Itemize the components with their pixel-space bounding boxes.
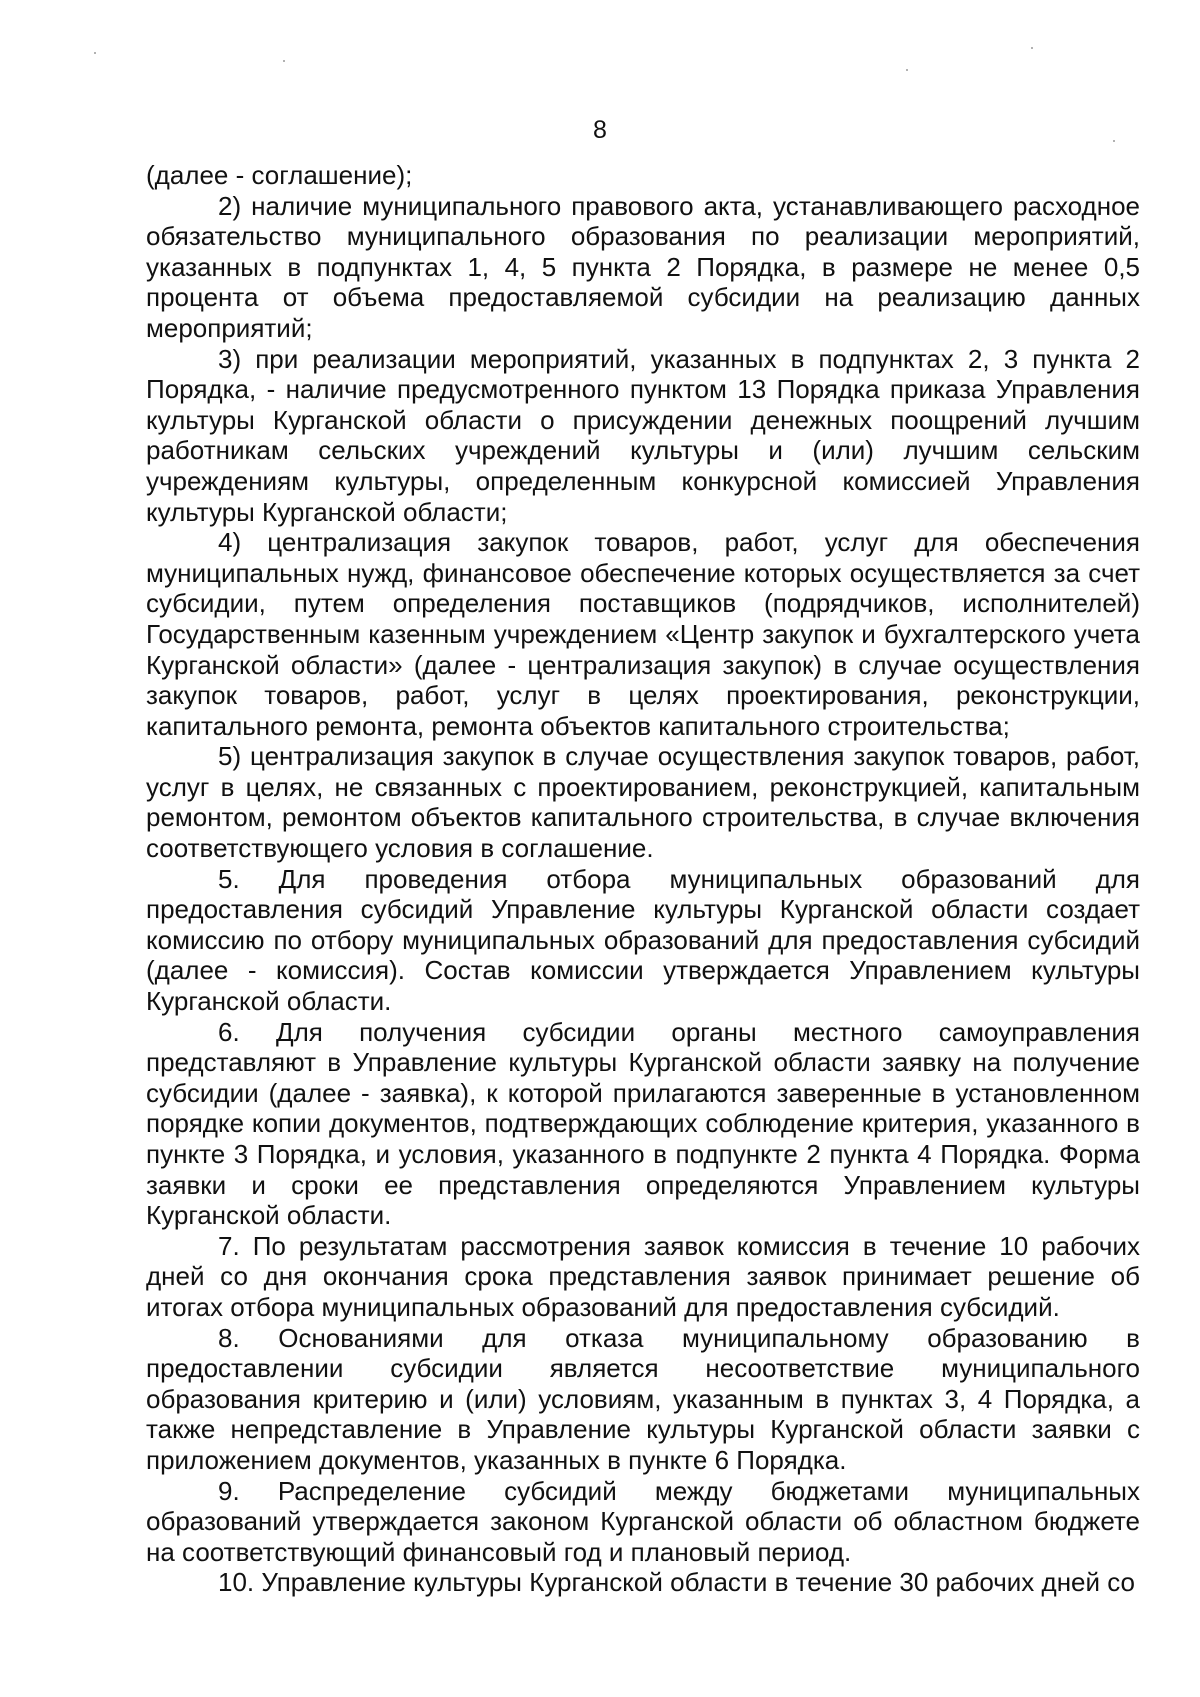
page-number: 8	[593, 116, 607, 144]
paragraph: 5. Для проведения отбора муниципальных образований для предоставления субсидий Управление культуры Курганской области создает комиссию по отбору муниципальных образований для предоставления субсидий (далее - комиссия). Состав комиссии утверждается Управлением культуры Курганской области.	[146, 863, 1140, 1017]
scan-speck	[906, 69, 908, 71]
scan-speck	[283, 60, 285, 62]
paragraph: 7. По результатам рассмотрения заявок комиссия в течение 10 рабочих дней со дня окончания срока представления заявок принимает решение об итогах отбора муниципальных образований для предоставления субсидий.	[146, 1230, 1140, 1322]
paragraph: 6. Для получения субсидии органы местного самоуправления представляют в Управление культуры Курганской области заявку на получение субсидии (далее - заявка), к которой прилагаются заверенные в установленном порядке копии документов, подтверждающих соблюдение критерия, указанного в пункте 3 Порядка, и условия, указанного в подпункте 2 пункта 4 Порядка. Форма заявки и сроки ее представления определяются Управлением культуры Курганской области.	[146, 1016, 1140, 1231]
paragraph: 2) наличие муниципального правового акта, устанавливающего расходное обязательство муниципального образования по реализации мероприятий, указанных в подпунктах 1, 4, 5 пункта 2 Порядка, в размере не менее 0,5 процента от объема предоставляемой субсидии на реализацию данных мероприятий;	[146, 190, 1140, 343]
paragraph: 5) централизация закупок в случае осуществления закупок товаров, работ, услуг в целях, не связанных с проектированием, реконструкцией, капитальным ремонтом, ремонтом объектов капитального строительства, в случае включения соответствующего условия в соглашение.	[146, 741, 1140, 864]
scan-speck	[94, 52, 96, 54]
scan-speck	[1031, 47, 1033, 49]
paragraph: 8. Основаниями для отказа муниципальному образованию в предоставлении субсидии является несоответствие муниципального образования критерию и (или) условиям, указанным в пунктах 3, 4 Порядка, а также непредставление в Управление культуры Курганской области заявки с приложением документов, указанных в пункте 6 Порядка.	[146, 1322, 1140, 1475]
paragraph: 3) при реализации мероприятий, указанных в подпунктах 2, 3 пункта 2 Порядка, - наличие предусмотренного пунктом 13 Порядка приказа Управления культуры Курганской области о присуждении денежных поощрений лучшим работникам сельских учреждений культуры и (или) лучшим сельским учреждениям культуры, определенным конкурсной комиссией Управления культуры Курганской области;	[146, 343, 1140, 527]
paragraph: 10. Управление культуры Курганской области в течение 30 рабочих дней со	[218, 1567, 1136, 1598]
paragraph: 9. Распределение субсидий между бюджетами муниципальных образований утверждается законом Курганской области об областном бюджете на соответствующий финансовый год и плановый период.	[146, 1475, 1140, 1567]
paragraph: 4) централизация закупок товаров, работ, услуг для обеспечения муниципальных нужд, финансовое обеспечение которых осуществляется за счет субсидии, путем определения поставщиков (подрядчиков, исполнителей) Государственным казенным учреждением «Центр закупок и бухгалтерского учета Курганской области» (далее - централизация закупок) в случае осуществления закупок товаров, работ, услуг в целях проектирования, реконструкции, капитального ремонта, ремонта объектов капитального строительства;	[146, 527, 1140, 741]
paragraph: (далее - соглашение);	[146, 160, 413, 190]
document-body	[146, 160, 1140, 1598]
